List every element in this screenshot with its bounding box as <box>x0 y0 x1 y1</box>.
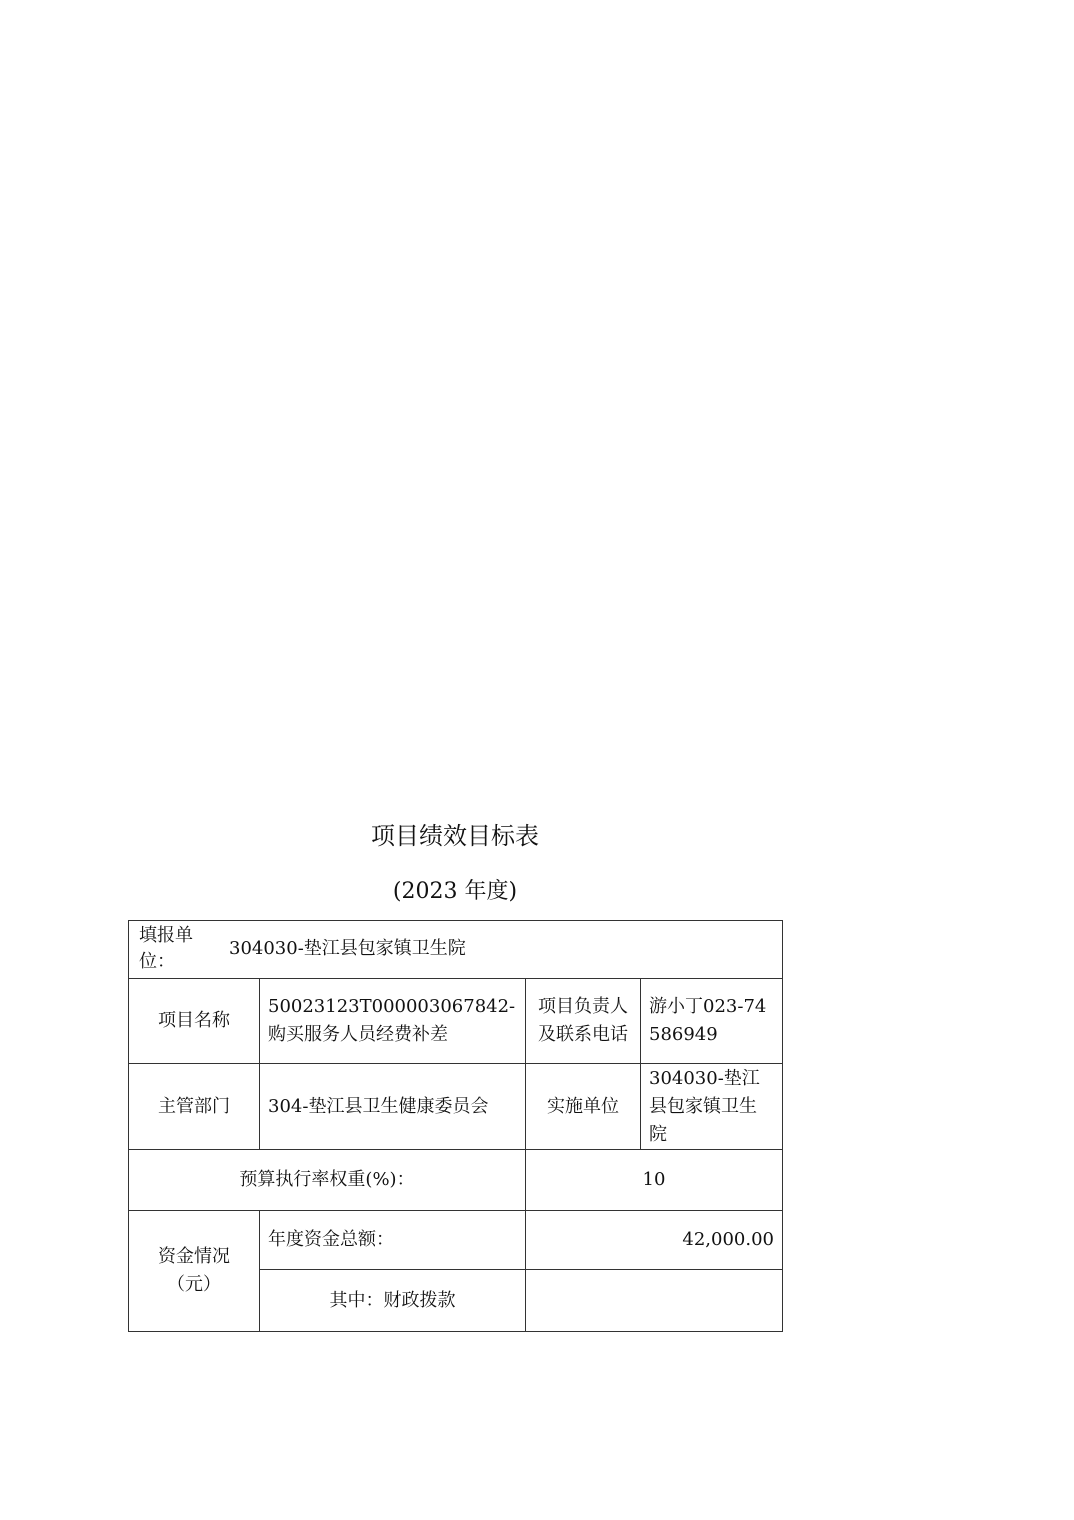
rate-weight-label: 预算执行率权重(%)： <box>129 1150 526 1211</box>
reporting-unit-cell <box>129 921 783 979</box>
performance-target-table <box>128 920 783 1332</box>
table-row <box>129 1211 783 1270</box>
table-row <box>129 979 783 1064</box>
funds-label: 资金情况（元） <box>129 1211 260 1332</box>
fiscal-appropriation-value <box>526 1270 783 1332</box>
page-title: 项目绩效目标表 <box>371 822 539 850</box>
impl-unit-value: 304030-垫江县包家镇卫生院 <box>641 1064 783 1150</box>
project-name-value: 50023123T000003067842-购买服务人员经费补差 <box>260 979 526 1064</box>
reporting-unit-label: 填报单位： <box>139 925 193 972</box>
impl-unit-label: 实施单位 <box>526 1064 641 1150</box>
rate-weight-value: 10 <box>526 1150 783 1211</box>
page-subtitle: (2023 年度) <box>392 879 518 904</box>
table-row <box>129 1064 783 1150</box>
contact-value: 游小丁023-74586949 <box>641 979 783 1064</box>
fiscal-appropriation-label: 其中：财政拨款 <box>260 1270 526 1332</box>
table-row <box>129 921 783 979</box>
annual-total-label: 年度资金总额： <box>260 1211 526 1270</box>
project-name-label: 项目名称 <box>129 979 260 1064</box>
annual-total-value: 42,000.00 <box>526 1211 783 1270</box>
dept-label: 主管部门 <box>129 1064 260 1150</box>
dept-value: 304-垫江县卫生健康委员会 <box>260 1064 526 1150</box>
table-row <box>129 1150 783 1211</box>
reporting-unit-value: 304030-垫江县包家镇卫生院 <box>229 938 466 959</box>
contact-label: 项目负责人及联系电话 <box>526 979 641 1064</box>
